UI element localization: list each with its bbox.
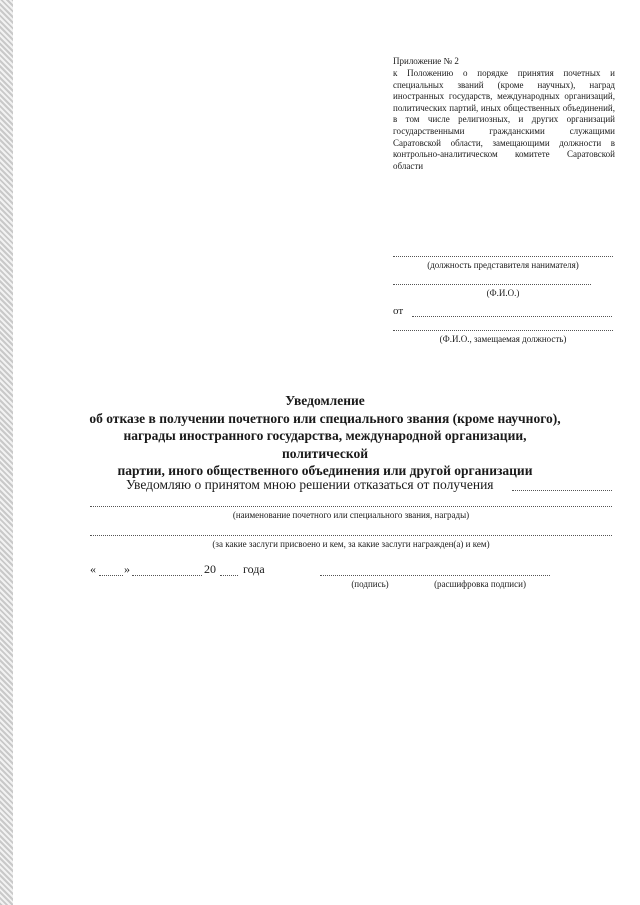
year-suffix: года: [243, 562, 265, 576]
quote-close: »: [124, 562, 130, 576]
day-line[interactable]: [99, 575, 123, 576]
from-line-1[interactable]: [412, 316, 612, 317]
from-label: от: [393, 305, 404, 317]
appendix-title: Приложение № 2: [393, 56, 459, 66]
notification-intro: Уведомляю о принятом мною решении отказаться от получения: [126, 477, 494, 492]
year-line[interactable]: [220, 575, 238, 576]
employer-fio-caption: (Ф.И.О.): [486, 288, 520, 298]
award-line-short[interactable]: [512, 490, 612, 491]
merit-line[interactable]: [90, 535, 612, 536]
signature-caption: (подпись): [351, 579, 389, 589]
employer-position-line[interactable]: [393, 256, 613, 257]
appendix-text: к Положению о порядке принятия почетных и специальных званий (кроме научных), наград иностранных государств, международных организаций, политических партий, иных общественных объединений, в том числе религиозных, и других организаций государственными гражданскими служащими Саратовской области, замещающими должности в контрольно-аналитическом комитете Саратовской области: [393, 68, 615, 171]
scan-edge-strip: [0, 0, 13, 905]
signature-decoding-caption: (расшифровка подписи): [434, 579, 526, 589]
signature-line[interactable]: [320, 575, 550, 576]
from-caption: (Ф.И.О., замещаемая должность): [439, 334, 567, 344]
title-line-1: Уведомление: [285, 393, 365, 408]
title-line-4: партии, иного общественного объединения или другой организации: [117, 463, 533, 478]
year-prefix: 20: [204, 562, 216, 576]
month-line[interactable]: [132, 575, 202, 576]
title-line-2: об отказе в получении почетного или специального звания (кроме научного),: [89, 410, 561, 426]
award-line[interactable]: [90, 506, 612, 507]
employer-position-caption: (должность представителя нанимателя): [427, 260, 579, 270]
award-caption: (наименование почетного или специального звания, награды): [232, 510, 470, 520]
title-line-3: награды иностранного государства, международной организации, политической: [123, 428, 527, 461]
from-line-2[interactable]: [393, 330, 613, 331]
employer-fio-line[interactable]: [393, 284, 591, 285]
quote-open: «: [90, 562, 96, 576]
document-title: [80, 392, 570, 480]
merit-caption: (за какие заслуги присвоено и кем, за какие заслуги награжден(а) и кем): [212, 539, 490, 549]
